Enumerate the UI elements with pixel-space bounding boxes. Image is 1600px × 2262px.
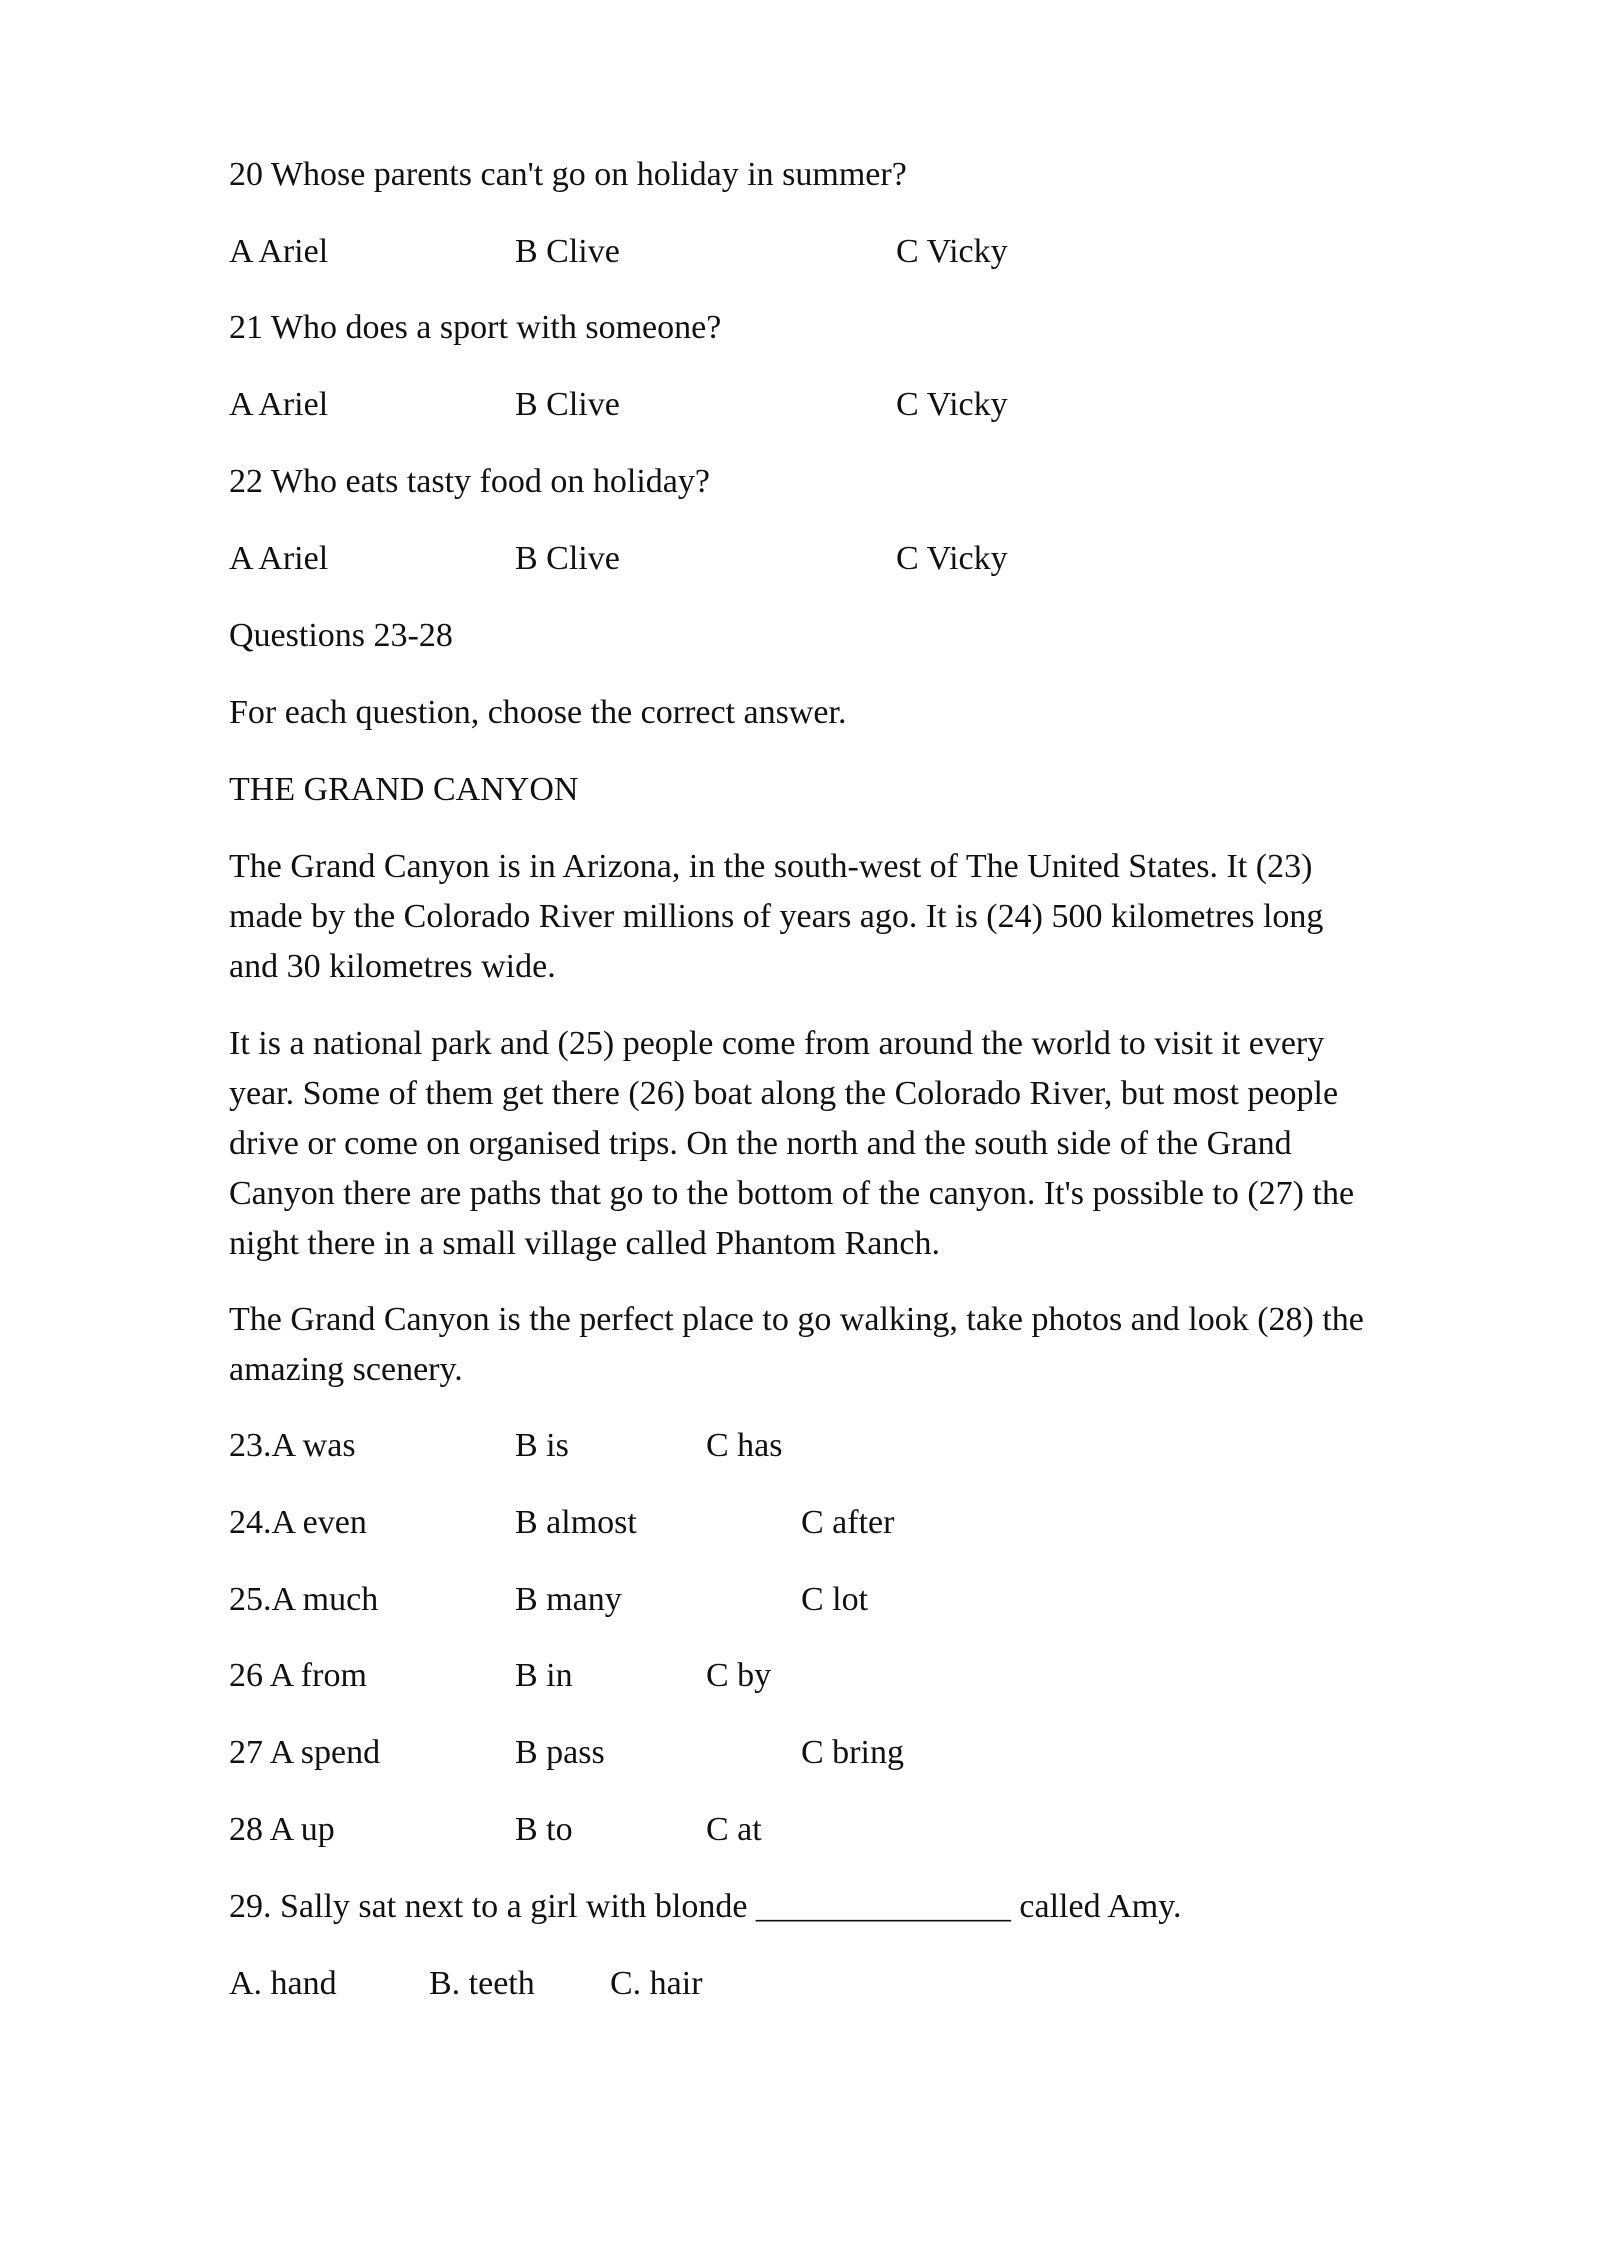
answer-24-option-b: B almost: [515, 1504, 637, 1541]
passage-line: drive or come on organised trips. On the north and the south side of the Grand: [229, 1125, 1292, 1162]
passage-line: year. Some of them get there (26) boat along the Colorado River, but most people: [229, 1075, 1339, 1112]
answer-24-option-c: C after: [801, 1504, 895, 1541]
passage-line: and 30 kilometres wide.: [229, 948, 556, 985]
answer-23-option-a: 23.A was: [229, 1427, 356, 1464]
passage-line: amazing scenery.: [229, 1351, 463, 1388]
answer-23-option-c: C has: [706, 1427, 783, 1464]
passage-paragraph-2: [229, 1019, 1519, 1269]
section-instruction: For each question, choose the correct answer.: [229, 694, 847, 731]
question-20-option-a: A Ariel: [229, 233, 329, 270]
answer-26-option-b: B in: [515, 1657, 573, 1694]
question-21-option-b: B Clive: [515, 386, 620, 423]
answer-28-option-c: C at: [706, 1811, 762, 1848]
passage-line: The Grand Canyon is in Arizona, in the south-west of The United States. It (23): [229, 848, 1313, 885]
passage-line: Canyon there are paths that go to the bottom of the canyon. It's possible to (27) the: [229, 1175, 1355, 1212]
answer-25-option-b: B many: [515, 1581, 622, 1618]
passage-paragraph-1: [229, 842, 1519, 992]
answer-27-option-a: 27 A spend: [229, 1734, 381, 1771]
answer-26-option-a: 26 A from: [229, 1657, 367, 1694]
question-21: 21 Who does a sport with someone?: [229, 309, 722, 346]
question-21-option-a: A Ariel: [229, 386, 329, 423]
question-20-option-b: B Clive: [515, 233, 620, 270]
passage-paragraph-3: [229, 1295, 1519, 1395]
section-heading: Questions 23-28: [229, 617, 453, 654]
question-29-option-b: B. teeth: [429, 1965, 535, 2002]
passage-line: The Grand Canyon is the perfect place to go walking, take photos and look (28) the: [229, 1301, 1364, 1338]
passage-line: night there in a small village called Phantom Ranch.: [229, 1225, 940, 1262]
question-29: 29. Sally sat next to a girl with blonde _______________ called Amy.: [229, 1888, 1182, 1925]
question-29-option-a: A. hand: [229, 1965, 337, 2002]
passage-line: made by the Colorado River millions of years ago. It is (24) 500 kilometres long: [229, 898, 1324, 935]
answer-27-option-c: C bring: [801, 1734, 904, 1771]
answer-23-option-b: B is: [515, 1427, 569, 1464]
question-22-option-c: C Vicky: [896, 540, 1008, 577]
answer-28-option-a: 28 A up: [229, 1811, 335, 1848]
answer-25-option-a: 25.A much: [229, 1581, 379, 1618]
question-29-option-c: C. hair: [610, 1965, 703, 2002]
answer-27-option-b: B pass: [515, 1734, 605, 1771]
question-22-option-b: B Clive: [515, 540, 620, 577]
answer-28-option-b: B to: [515, 1811, 573, 1848]
answer-26-option-c: C by: [706, 1657, 772, 1694]
question-22-option-a: A Ariel: [229, 540, 329, 577]
passage-title: THE GRAND CANYON: [229, 771, 579, 808]
question-22: 22 Who eats tasty food on holiday?: [229, 463, 710, 500]
question-21-option-c: C Vicky: [896, 386, 1008, 423]
question-20-option-c: C Vicky: [896, 233, 1008, 270]
answer-25-option-c: C lot: [801, 1581, 869, 1618]
answer-24-option-a: 24.A even: [229, 1504, 367, 1541]
question-20: 20 Whose parents can't go on holiday in summer?: [229, 156, 907, 193]
passage-line: It is a national park and (25) people come from around the world to visit it every: [229, 1025, 1325, 1062]
